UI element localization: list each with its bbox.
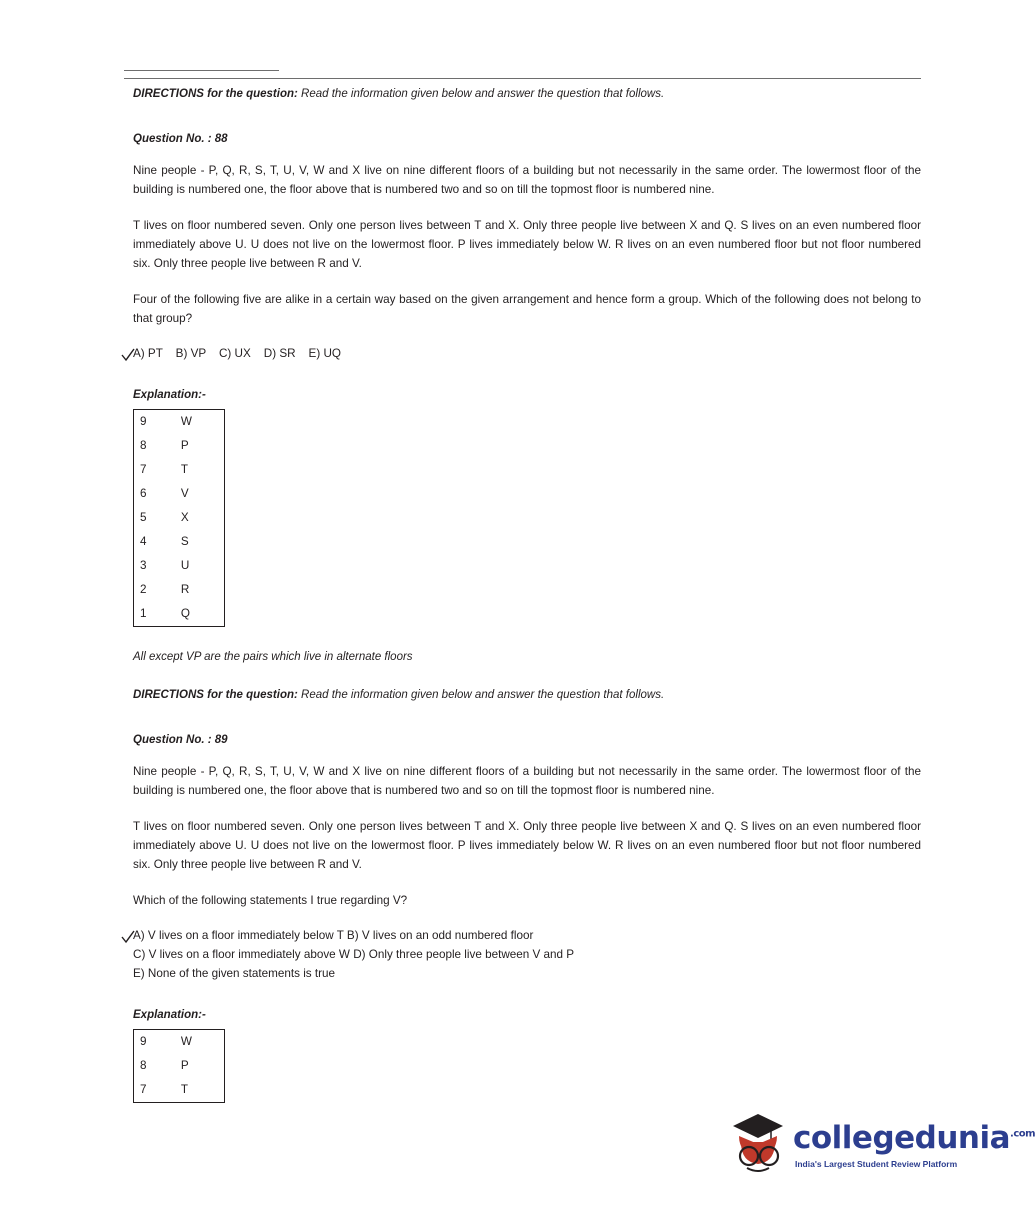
floor-occupant: S bbox=[180, 535, 189, 549]
question-number: Question No. : 88 bbox=[133, 133, 228, 146]
collegedunia-logo bbox=[727, 1106, 1035, 1201]
question-prompt: Which of the following statements I true regarding V? bbox=[133, 893, 408, 907]
table-row bbox=[134, 1054, 225, 1078]
floor-arrangement-table-clipped bbox=[133, 1029, 921, 1099]
floor-occupant: U bbox=[180, 559, 190, 573]
header-rule-short bbox=[124, 70, 279, 71]
answer-options-line-1: A) V lives on a floor immediately below T B) V lives on an odd numbered floor bbox=[133, 928, 534, 942]
floor-number: 4 bbox=[140, 535, 147, 549]
table-row bbox=[134, 458, 225, 482]
floor-number: 8 bbox=[140, 1059, 147, 1073]
graduate-mascot-icon bbox=[727, 1106, 789, 1176]
table-row bbox=[134, 578, 225, 602]
directions-line bbox=[133, 687, 921, 704]
floor-occupant: V bbox=[180, 487, 189, 501]
answer-options-line-2: C) V lives on a floor immediately above W D) Only three people live between V and P bbox=[133, 947, 575, 961]
floor-occupant: T bbox=[180, 1083, 188, 1097]
floor-number: 8 bbox=[140, 439, 147, 453]
table-row bbox=[134, 602, 225, 627]
question-block-88 bbox=[133, 86, 921, 663]
directions-label: DIRECTIONS for the question: bbox=[133, 88, 298, 100]
floor-occupant: W bbox=[180, 1035, 192, 1049]
question-number: Question No. : 89 bbox=[133, 734, 228, 747]
passage-paragraph-2: T lives on floor numbered seven. Only one person lives between T and X. Only three people live between X and Q. S lives on an even numbered floor immediately above U. U does not live on the lowermost floor. P lives immediately below W. R lives on an even numbered floor but not floor numbered six. Only three people live between R and V. bbox=[133, 219, 921, 271]
table-row bbox=[134, 1029, 225, 1054]
passage-paragraph-1: Nine people - P, Q, R, S, T, U, V, W and X live on nine different floors of a building but not necessarily in the same order. The lowermost floor of the building is numbered one, the floor above that is numbered two and so on till the topmost floor is numbered nine. bbox=[133, 164, 921, 197]
document-content bbox=[133, 86, 921, 1099]
floor-occupant: P bbox=[180, 439, 189, 453]
passage-paragraph-2: T lives on floor numbered seven. Only one person lives between T and X. Only three people live between X and Q. S lives on an even numbered floor immediately above U. U does not live on the lowermost floor. P lives immediately below W. R lives on an even numbered floor but not floor numbered six. Only three people live between R and V. bbox=[133, 820, 921, 871]
floor-occupant: T bbox=[180, 463, 188, 477]
header-rule-long bbox=[124, 78, 921, 79]
floor-occupant: P bbox=[180, 1059, 189, 1073]
floor-arrangement-table bbox=[133, 409, 225, 627]
directions-text: Read the information given below and answer the question that follows. bbox=[297, 688, 665, 701]
answer-options-line-3: E) None of the given statements is true bbox=[133, 966, 336, 980]
floor-number: 2 bbox=[140, 583, 147, 597]
floor-arrangement-table bbox=[133, 1029, 225, 1103]
table-row bbox=[134, 1078, 225, 1103]
directions-line bbox=[133, 86, 921, 103]
floor-occupant: W bbox=[180, 415, 192, 429]
table-row bbox=[134, 434, 225, 458]
floor-number: 7 bbox=[140, 463, 147, 477]
floor-number: 7 bbox=[140, 1083, 147, 1097]
question-prompt: Four of the following five are alike in a certain way based on the given arrangement and hence form a group. Which of the following does not belong to that group? bbox=[133, 293, 921, 325]
floor-number: 9 bbox=[140, 1035, 147, 1049]
table-row bbox=[134, 506, 225, 530]
answer-options-text: A) PT B) VP C) UX D) SR E) UQ bbox=[133, 346, 342, 360]
answer-options bbox=[133, 927, 921, 984]
table-row bbox=[134, 530, 225, 554]
floor-number: 9 bbox=[140, 415, 147, 429]
directions-text: Read the information given below and answer the question that follows. bbox=[297, 88, 665, 100]
answer-options bbox=[133, 345, 921, 364]
floor-occupant: R bbox=[180, 583, 190, 597]
logo-tagline: India's Largest Student Review Platform bbox=[795, 1159, 958, 1169]
floor-number: 6 bbox=[140, 487, 147, 501]
floor-occupant: Q bbox=[180, 607, 190, 621]
directions-label: DIRECTIONS for the question: bbox=[133, 688, 298, 701]
explanation-label: Explanation:- bbox=[133, 388, 206, 401]
table-row bbox=[134, 554, 225, 578]
passage-paragraph-1: Nine people - P, Q, R, S, T, U, V, W and X live on nine different floors of a building but not necessarily in the same order. The lowermost floor of the building is numbered one, the floor above that is numbered two and so on till the topmost floor is numbered nine. bbox=[133, 765, 921, 798]
floor-number: 1 bbox=[140, 607, 147, 621]
floor-number: 5 bbox=[140, 511, 147, 525]
floor-number: 3 bbox=[140, 559, 147, 573]
block-separator bbox=[133, 663, 921, 687]
logo-name: collegedunia bbox=[793, 1120, 1011, 1156]
table-row bbox=[134, 409, 225, 434]
question-block-89 bbox=[133, 687, 921, 1099]
table-row bbox=[134, 482, 225, 506]
floor-occupant: X bbox=[180, 511, 189, 525]
explanation-label: Explanation:- bbox=[133, 1008, 206, 1021]
logo-suffix: .com bbox=[1010, 1128, 1035, 1140]
logo-wordmark bbox=[793, 1120, 1035, 1156]
explanation-note: All except VP are the pairs which live in alternate floors bbox=[133, 650, 413, 663]
